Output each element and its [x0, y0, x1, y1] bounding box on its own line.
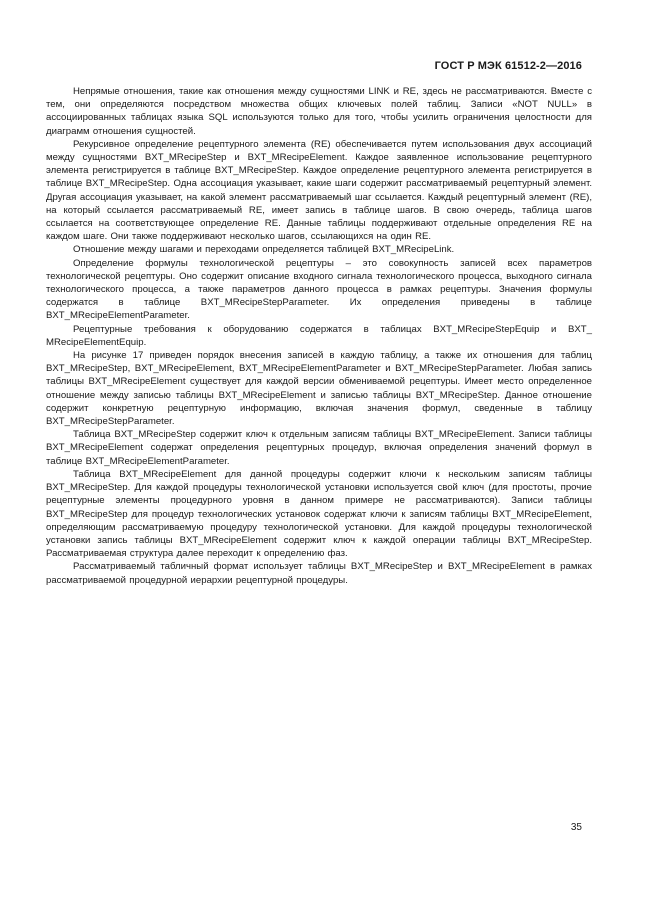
- paragraph: На рисунке 17 приведен порядок внесения записей в каждую таблицу, а также их отношения для таблиц BXT_MRecipeStep, BXT_MRecipeElement, BXT_MRecipeElementParameter и BXT_MRecipeStepParameter. Любая запись таблицы BXT_MRecipeElement существует для каждой версии обмениваемой рецептуры. Имеет место определенное отношение между записью таблицы BXT_MRecipeElement и записью таблицы BXT_MRecipeStep. Данное отношение содержит конкретную рецептурную информацию, включая значения формул, сведенные в таблицу BXT_MRecipeStepParameter.: [46, 350, 592, 428]
- paragraph: Отношение между шагами и переходами определяется таблицей BXT_MRecipeLink.: [73, 244, 455, 256]
- paragraph: Рекурсивное определение рецептурного элемента (RE) обеспечивается путем использования двух ассоциаций между сущностями BXT_MRecipeStep и BXT_MRecipeElement. Каждое заявленное использование рецептурного элемента регистрируется в таблице BXT_MRecipeStep. Каждое определение рецептурного элемента регистрируется в таблице BXT_MRecipeStep. Одна ассоциация указывает, какие шаги содержит рассматриваемый рецептурный элемент. Другая ассоциация указывает, на какой элемент рассматриваемый шаг ссылается. Каждый рецептурный элемент (RE), на который ссылается рассматриваемый RE, имеет запись в таблице шагов. В свою очередь, таблица шагов ссылается на соответствующее определение RE. Данные таблицы поддерживают отдельные определения RE на каждом шаге. Они также поддерживают несколько шагов, ссылающихся на один RE.: [46, 138, 592, 243]
- paragraph: Таблица BXT_MRecipeElement для данной процедуры содержит ключи к нескольким записям таблицы BXT_MRecipeStep. Для каждой процедуры технологической установки используется свой ключ (для простоты, прочие рецептурные элементы процедурного уровня в данном примере не рассматриваются). Записи таблицы BXT_MRecipeStep для процедур технологических установок содержат ключи к записям таблицы BXT_MRecipeElement, определяющим рассматриваемую процедуру технологической установки. Для каждой процедуры технологической установки запись таблицы BXT_MRecipeElement содержит ключ к каждой операции таблицы BXT_MRecipeStep. Рассматриваемая структура далее переходит к определению фаз.: [46, 468, 592, 560]
- paragraph: Непрямые отношения, такие как отношения между сущностями LINK и RE, здесь не рассматриваются. Вместе с тем, они определяются посредством множества общих ключевых полей таблиц. Записи «NOT NULL» в ассоциированных таблицах языка SQL используются только для того, чтобы усилить ограничения целостности для диаграмм отношения сущностей.: [46, 86, 592, 137]
- paragraph: Определение формулы технологической рецептуры – это совокупность записей всех параметров технологической рецептуры. Оно содержит описание входного сигнала технологического процесса, выходного сигнала технологического процесса, а также параметров данного процесса в рамках рецептуры. Значения формулы содержатся в таблице BXT_MRecipeStepParameter. Их определения приведены в таблице BXT_MRecipeElementParameter.: [46, 257, 592, 322]
- paragraph: Таблица BXT_MRecipeStep содержит ключ к отдельным записям таблицы BXT_MRecipeElement. Записи таблицы BXT_MRecipeElement содержат определения рецептурных процедур, включая определения значений формул в таблице BXT_MRecipeElementParameter.: [46, 429, 592, 467]
- document-body: [46, 85, 592, 587]
- standard-header: ГОСТ Р МЭК 61512-2—2016: [434, 60, 582, 72]
- paragraph: Рецептурные требования к оборудованию содержатся в таблицах BXT_MRecipeStepEquip и BXT_ MRecipeElementEquip.: [46, 323, 592, 348]
- page-number: 35: [570, 822, 582, 833]
- paragraph: Рассматриваемый табличный формат использует таблицы BXT_MRecipeStep и BXT_MRecipeElement в рамках рассматриваемой процедурной иерархии рецептурной процедуры.: [46, 561, 592, 586]
